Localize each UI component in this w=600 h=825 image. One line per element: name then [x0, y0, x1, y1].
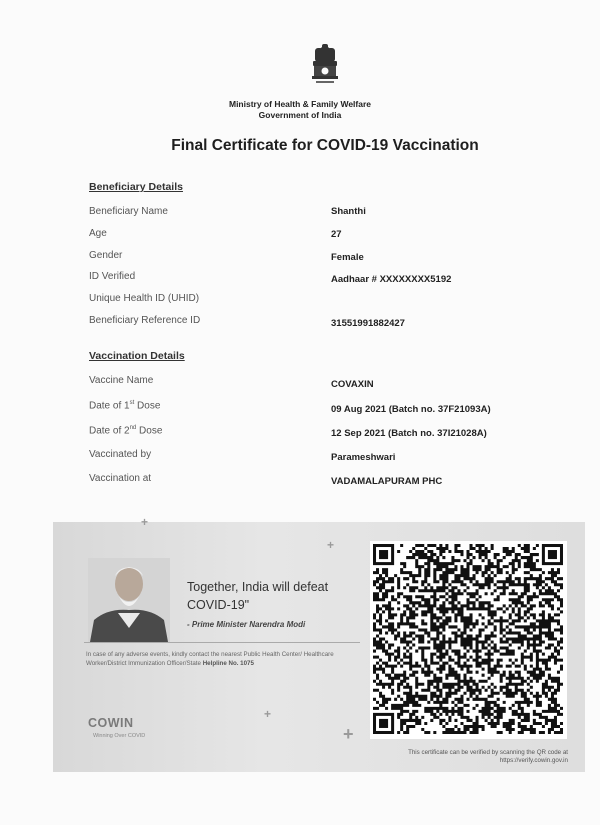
id-verified-label: ID Verified [89, 271, 136, 282]
gender-label: Gender [89, 250, 123, 261]
qr-modules [373, 544, 563, 734]
prime-minister-photo [88, 558, 170, 642]
plus-decoration-icon: + [343, 724, 354, 744]
certificate-title: Final Certificate for COVID-19 Vaccination [171, 137, 479, 154]
uhid-label: Unique Health ID (UHID) [89, 293, 200, 304]
dose2-label-text: Date of 2 [89, 425, 130, 437]
vaccinated-at-value: VADAMALAPURAM PHC [331, 476, 443, 487]
ministry-line: Ministry of Health & Family Welfare [228, 99, 371, 109]
qr-finder-pattern [379, 550, 388, 559]
cowin-logo: COWIN [88, 716, 134, 730]
vaccine-name-label: Vaccine Name [89, 375, 154, 386]
dose2-label [89, 425, 162, 436]
beneficiary-name-label: Beneficiary Name [89, 206, 168, 217]
verification-url: https://verify.cowin.gov.in [499, 757, 568, 764]
verification-note [380, 749, 568, 765]
dose1-label [89, 400, 160, 411]
plus-decoration-icon: + [264, 707, 272, 721]
age-value: 27 [331, 229, 342, 240]
dose1-label-suffix: Dose [134, 400, 161, 412]
quote-line-1: Together, India will defeat [187, 580, 329, 594]
dose2-label-sup: nd [129, 425, 137, 431]
beneficiary-name-value: Shanthi [331, 206, 366, 217]
dose2-label-suffix: Dose [136, 425, 163, 437]
dose1-value: 09 Aug 2021 (Batch no. 37F21093A) [331, 404, 491, 415]
age-label: Age [89, 228, 107, 239]
helpline-number: Helpline No. 1075 [202, 659, 254, 667]
dose1-label-text: Date of 1 [89, 400, 130, 412]
vaccination-heading: Vaccination Details [89, 350, 185, 362]
adverse-events-notice [86, 651, 366, 668]
vaccine-name-value: COVAXIN [331, 379, 374, 390]
quote-attribution: - Prime Minister Narendra Modi [187, 620, 306, 629]
gender-value: Female [331, 252, 364, 263]
reference-id-label: Beneficiary Reference ID [89, 315, 201, 326]
plus-decoration-icon: + [327, 538, 335, 552]
vaccinated-at-label: Vaccination at [89, 473, 152, 484]
id-verified-value: Aadhaar # XXXXXXXX5192 [331, 274, 452, 285]
qr-code [373, 544, 563, 734]
national-emblem-icon [305, 44, 345, 99]
verification-text: This certificate can be verified by scanning the QR code at [408, 749, 568, 756]
dose2-value: 12 Sep 2021 (Batch no. 37I21028A) [331, 428, 487, 439]
government-line: Government of India [258, 110, 342, 120]
quote-line-2: COVID-19" [187, 598, 250, 612]
beneficiary-heading: Beneficiary Details [89, 181, 183, 193]
ministry-name [0, 99, 600, 121]
qr-finder-pattern [379, 719, 388, 728]
banner-divider [84, 642, 360, 643]
qr-finder-pattern [548, 550, 557, 559]
reference-id-value: 31551991882427 [331, 318, 405, 329]
dose1-label-sup: st [129, 400, 135, 406]
pm-quote [187, 578, 357, 614]
plus-decoration-icon: + [141, 515, 149, 529]
cowin-tagline: Winning Over COVID [93, 733, 146, 739]
vaccinated-by-label: Vaccinated by [89, 449, 152, 460]
adverse-events-text: In case of any adverse events, kindly contact the nearest Public Health Center/ Healthcare Worker/District Immunization Officer/State [86, 651, 334, 667]
vaccinated-by-value: Parameshwari [331, 452, 396, 463]
